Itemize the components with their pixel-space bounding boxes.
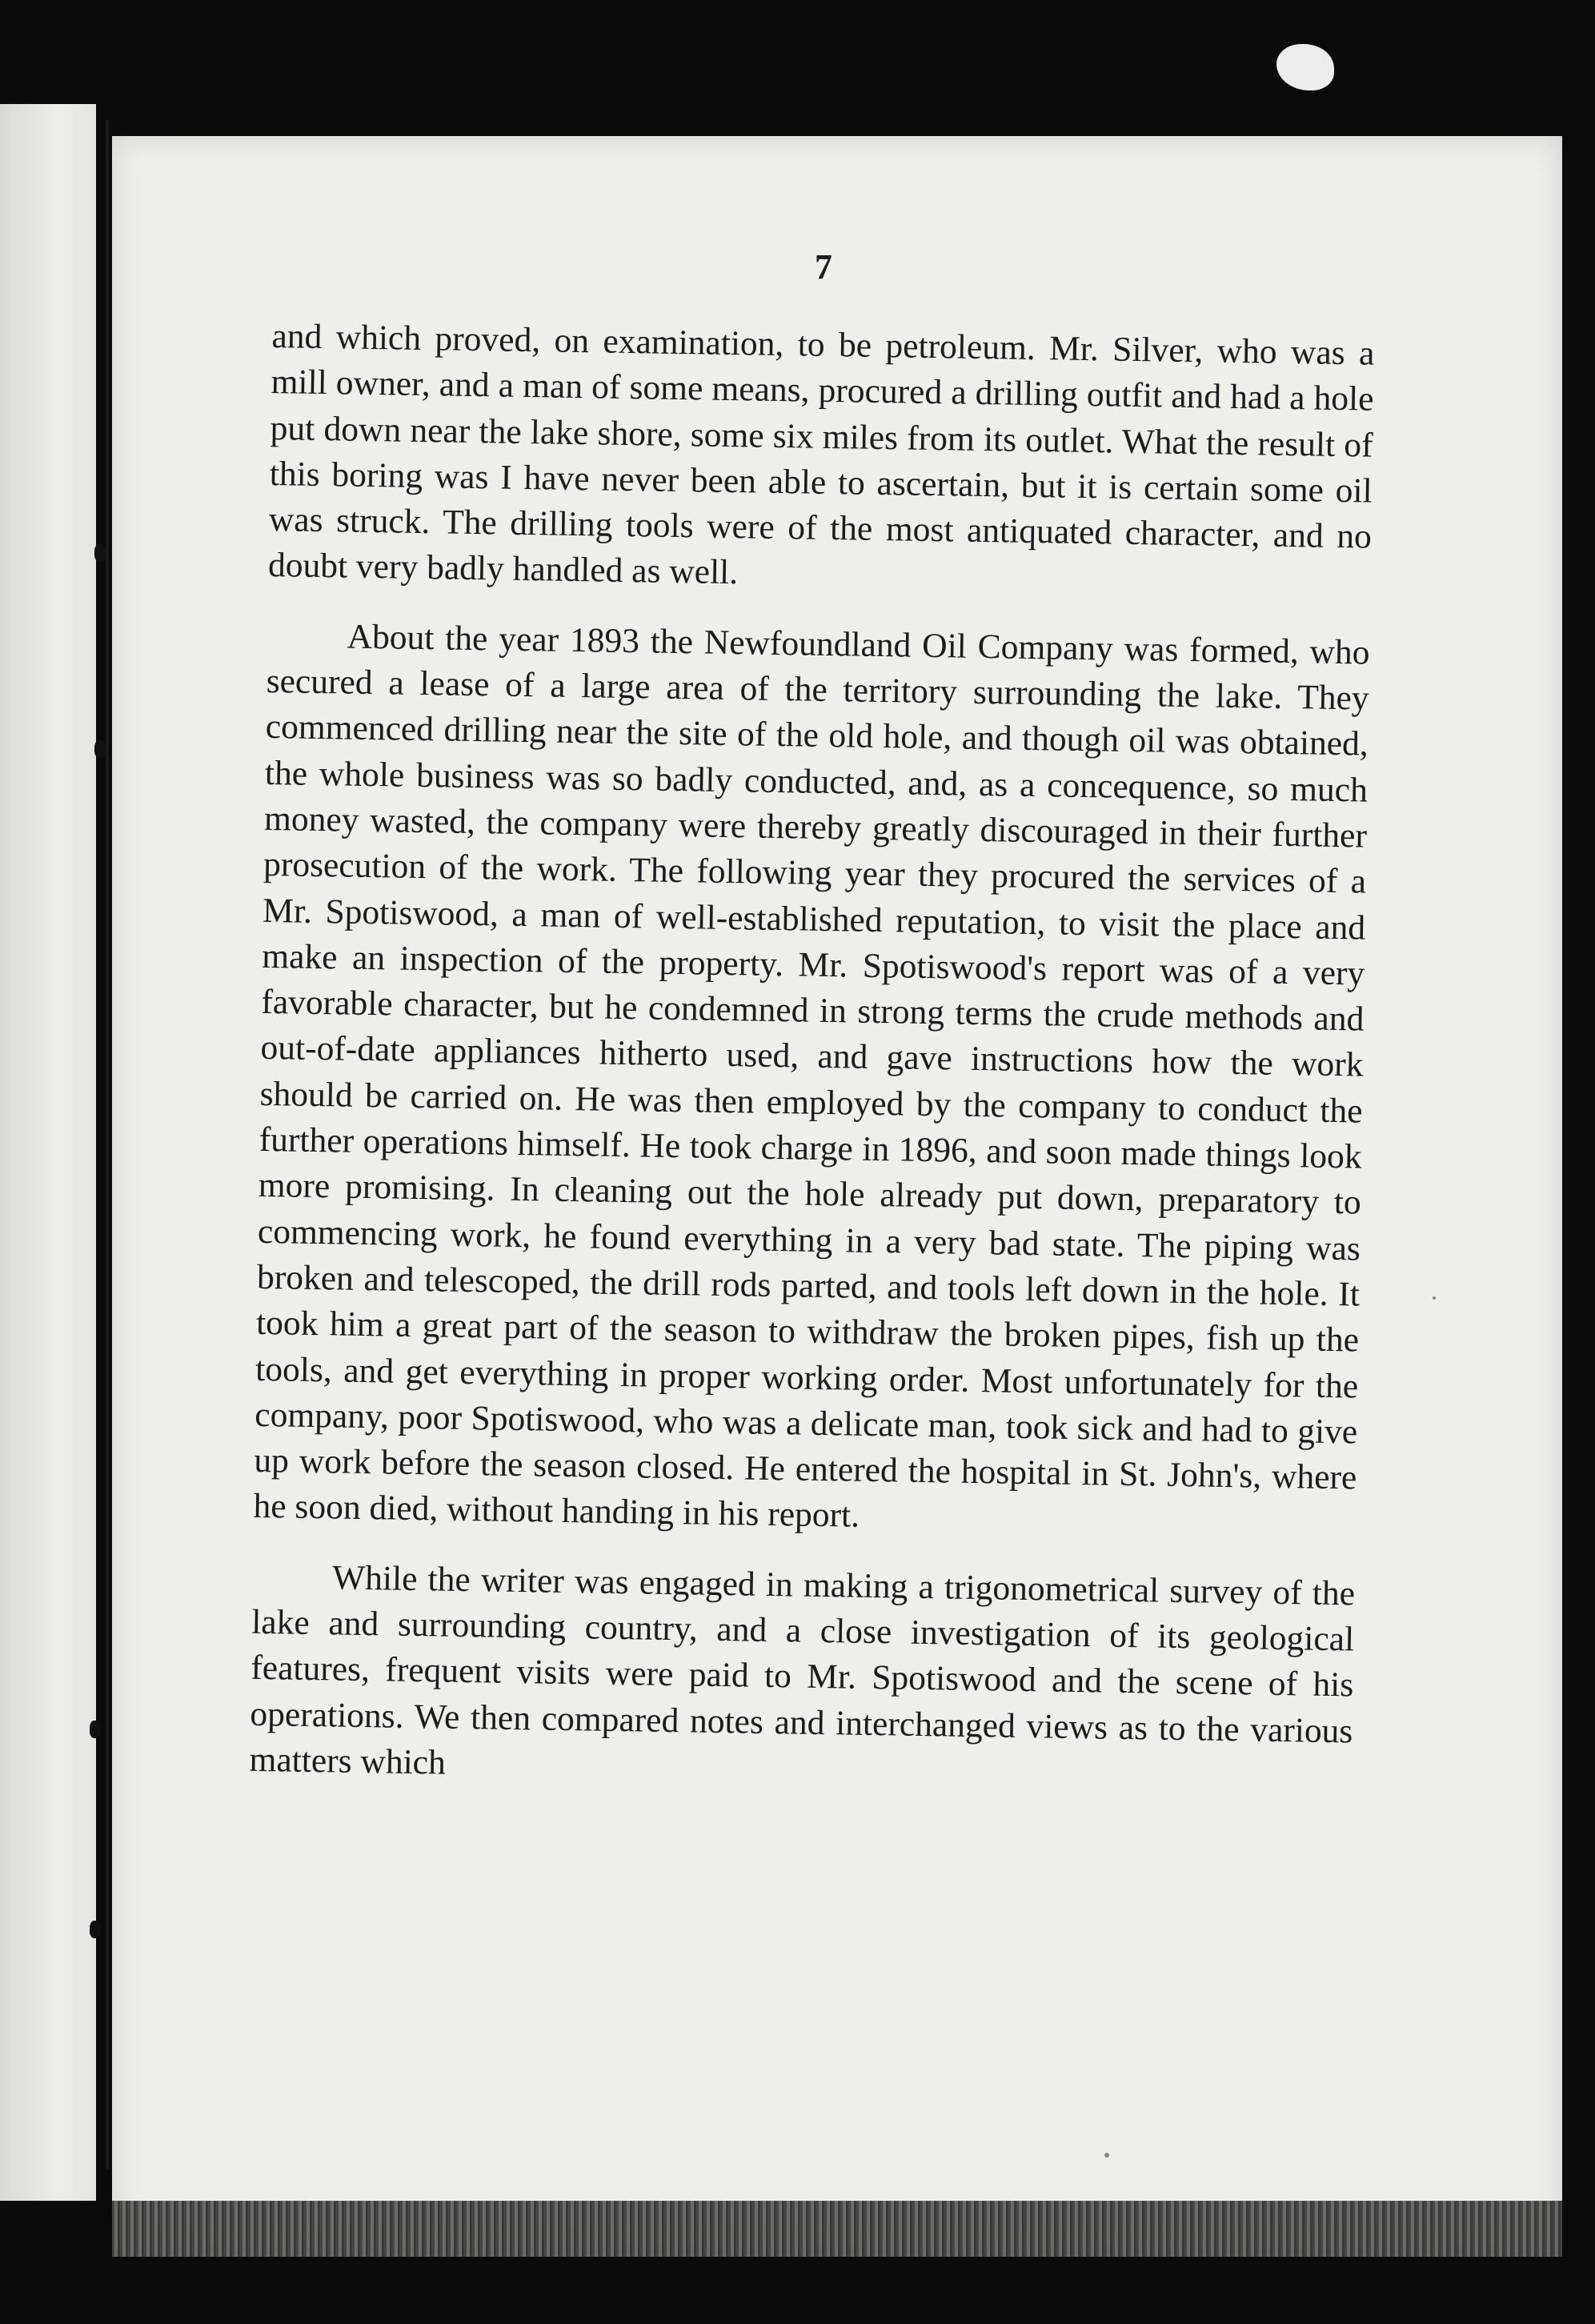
page-bottom-edge: [112, 2201, 1562, 2257]
binding-stitch-mark: [94, 544, 106, 562]
paragraph-1: and which proved, on examination, to be petroleum. Mr. Silver, who was a mill owner, and a man of some means, procured a drilling outfit and had a hole put down near the lake shore, some six miles from its outlet. What the result of this boring was I have never been able to ascertain, but it is certain some oil was struck. The drilling tools were of the most antiquated character, and no doubt very badly handled as well.: [267, 316, 1375, 592]
binding-stitch-mark: [90, 1921, 101, 1938]
page-number: 7: [815, 247, 832, 286]
paper-blemish: [1276, 44, 1334, 90]
binding-stitch-mark: [94, 740, 106, 758]
paragraph-2: About the year 1893 the Newfoundland Oil Company was formed, who secured a lease of a large area of the territory surrounding the lake. They commenced drilling near the site of the old hole, and though oil was obtained, the whole business was so badly conducted, and, as a concequence, so much money wasted, the company were thereby greatly discouraged in their further prosecution of the work. The following year they procured the services of a Mr. Spotiswood, a man of well-established reputation, to visit the place and make an inspection of the property. Mr. Spotiswood's report was of a very favorable character, but he condemned in strong terms the crude methods and out-of-date appliances hitherto used, and gave instructions how the work should be carried on. He was then employed by the company to conduct the further operations himself. He took charge in 1896, and soon made things look more promising. In cleaning out the hole already put down, preparatory to commencing work, he found everything in a very bad state. The piping was broken and telescoped, the drill rods parted, and tools left down in the hole. It took him a great part of the season to withdraw the broken pipes, fish up the tools, and get everything in proper working order. Most unfortunately for the company, poor Spotiswood, who was a delicate man, took sick and had to give up work before the season closed. He entered the hospital in St. John's, where he soon died, without handing in his report.: [253, 617, 1370, 1536]
paper-speck: [1433, 1296, 1436, 1300]
paragraph-3: While the writer was engaged in making a trigonometrical survey of the lake and surrounding country, and a close investigation of its geological features, frequent visits were paid to Mr. Spotiswood and the scene of his operations. We then compared notes and interchanged views as to the various matters which: [249, 1558, 1356, 1782]
book-binding: [106, 120, 109, 2169]
binding-stitch-mark: [90, 1721, 101, 1738]
body-text: [249, 314, 1375, 1801]
paper-speck: [1104, 2153, 1109, 2158]
adjacent-page-edge: [0, 104, 96, 2201]
